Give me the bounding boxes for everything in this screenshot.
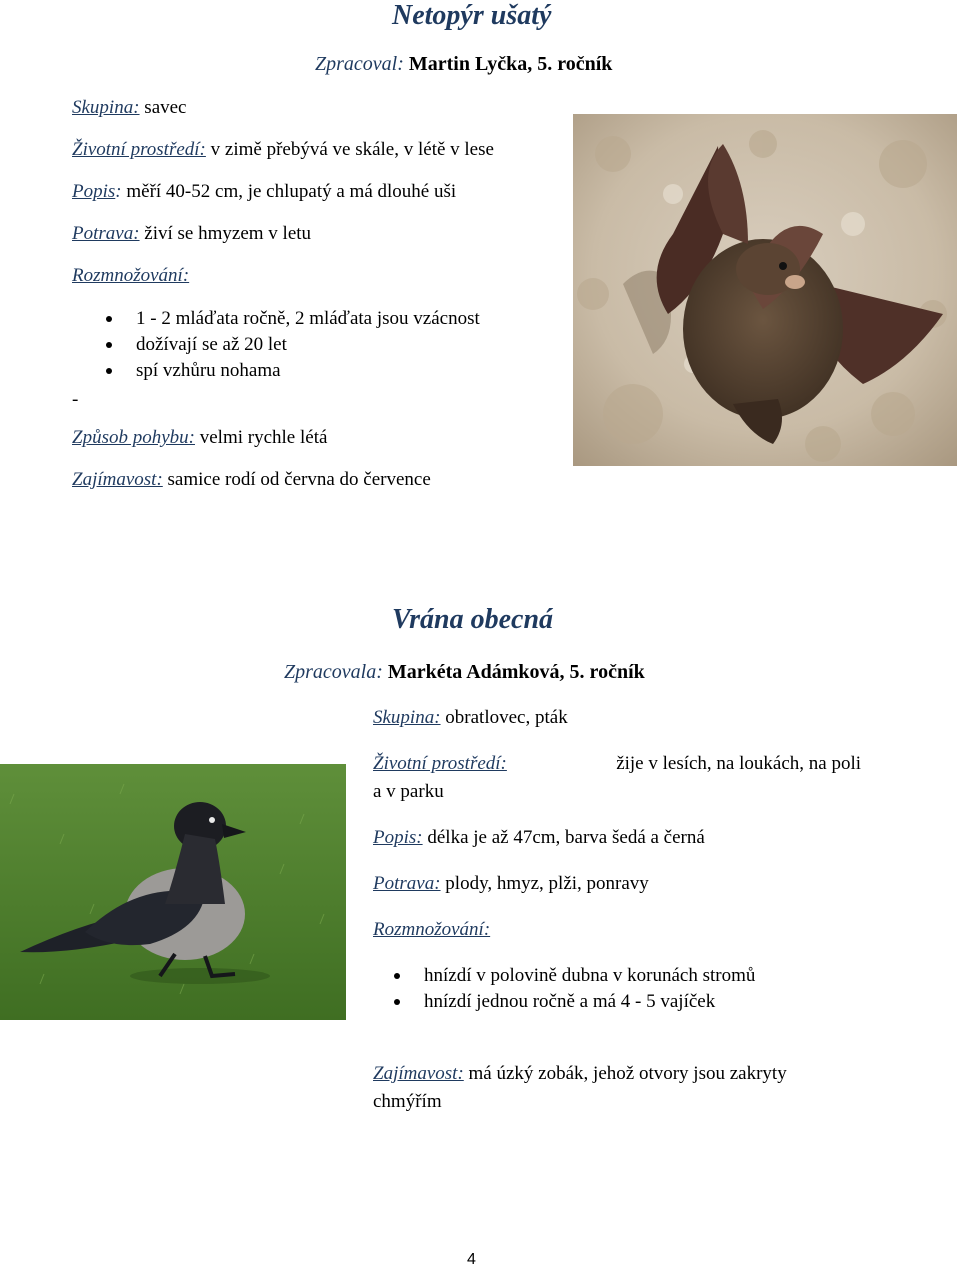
- crow-fact-text: má úzký zobák, jehož otvory jsou zakryty: [463, 1063, 787, 1084]
- bat-fact-text: samice rodí od června do července: [162, 469, 431, 490]
- crow-author-name: Markéta Adámková, 5. ročník: [387, 661, 645, 683]
- bat-author-label: Zpracoval:: [315, 53, 404, 75]
- bat-group: [72, 96, 187, 120]
- crow-fact-label: Zajímavost:: [373, 1063, 464, 1084]
- list-item: hnízdí jednou ročně a má 4 - 5 vajíček: [424, 989, 755, 1015]
- crow-fact: [373, 1062, 787, 1086]
- bat-habitat-label: Životní prostředí:: [72, 139, 206, 160]
- bat-reproduction: [72, 264, 189, 288]
- crow-description-label: Popis:: [373, 827, 423, 848]
- bat-food-text: živí se hmyzem v letu: [139, 223, 312, 244]
- bat-reproduction-label: Rozmnožování:: [72, 265, 190, 286]
- crow-food-text: plody, hmyz, plži, ponravy: [440, 873, 649, 894]
- crow-habitat-label: Životní prostředí:: [373, 753, 507, 774]
- bat-fact-label: Zajímavost:: [72, 469, 163, 490]
- bat-description-text: měří 40-52 cm, je chlupatý a má dlouhé uši: [121, 181, 457, 202]
- bat-habitat: [72, 138, 494, 162]
- crow-fact-continued: chmýřím: [373, 1091, 442, 1112]
- bat-food-label: Potrava:: [72, 223, 140, 244]
- page-number: 4: [467, 1251, 476, 1268]
- photo-bat-icon: [573, 114, 957, 466]
- bat-author-name: Martin Lyčka, 5. ročník: [408, 53, 613, 75]
- photo-crow-icon: [0, 764, 346, 1020]
- bat-description-label: Popis: [72, 181, 116, 202]
- crow-habitat-continued: a v parku: [373, 781, 444, 802]
- crow-reproduction-list: [424, 963, 755, 1015]
- crow-group-label: Skupina:: [373, 707, 441, 728]
- bat-description: [72, 180, 456, 204]
- bat-movement: [72, 426, 327, 450]
- crow-reproduction-label: Rozmnožování:: [373, 919, 491, 940]
- bat-food: [72, 222, 311, 246]
- crow-title: Vrána obecná: [392, 604, 554, 635]
- crow-author-label: Zpracovala:: [284, 661, 383, 683]
- crow-group-text: obratlovec, pták: [440, 707, 568, 728]
- list-item: hnízdí v polovině dubna v korunách stromů: [424, 963, 755, 989]
- bat-habitat-text: v zimě přebývá ve skále, v létě v lese: [205, 139, 494, 160]
- crow-description-text: délka je až 47cm, barva šedá a černá: [422, 827, 705, 848]
- crow-description: [373, 826, 705, 850]
- crow-reproduction: [373, 918, 490, 942]
- bat-description-colon: :: [115, 181, 122, 202]
- bat-reproduction-list: [136, 306, 480, 384]
- crow-habitat: [373, 752, 861, 776]
- list-item: spí vzhůru nohama: [136, 358, 480, 384]
- bat-movement-label: Způsob pohybu:: [72, 427, 195, 448]
- bat-group-label: Skupina:: [72, 97, 140, 118]
- crow-group: [373, 706, 568, 730]
- list-item: 1 - 2 mláďata ročně, 2 mláďata jsou vzácnost: [136, 306, 480, 332]
- bat-group-text: savec: [139, 97, 187, 118]
- bat-author: [315, 52, 612, 76]
- crow-food-label: Potrava:: [373, 873, 441, 894]
- list-item: dožívají se až 20 let: [136, 332, 480, 358]
- crow-food: [373, 872, 649, 896]
- crow-author: [284, 660, 645, 684]
- crow-habitat-text: žije v lesích, na loukách, na poli: [616, 753, 861, 774]
- bat-dash: -: [72, 389, 79, 410]
- bat-fact: [72, 468, 431, 492]
- bat-movement-text: velmi rychle létá: [194, 427, 328, 448]
- bat-title: Netopýr ušatý: [392, 0, 552, 31]
